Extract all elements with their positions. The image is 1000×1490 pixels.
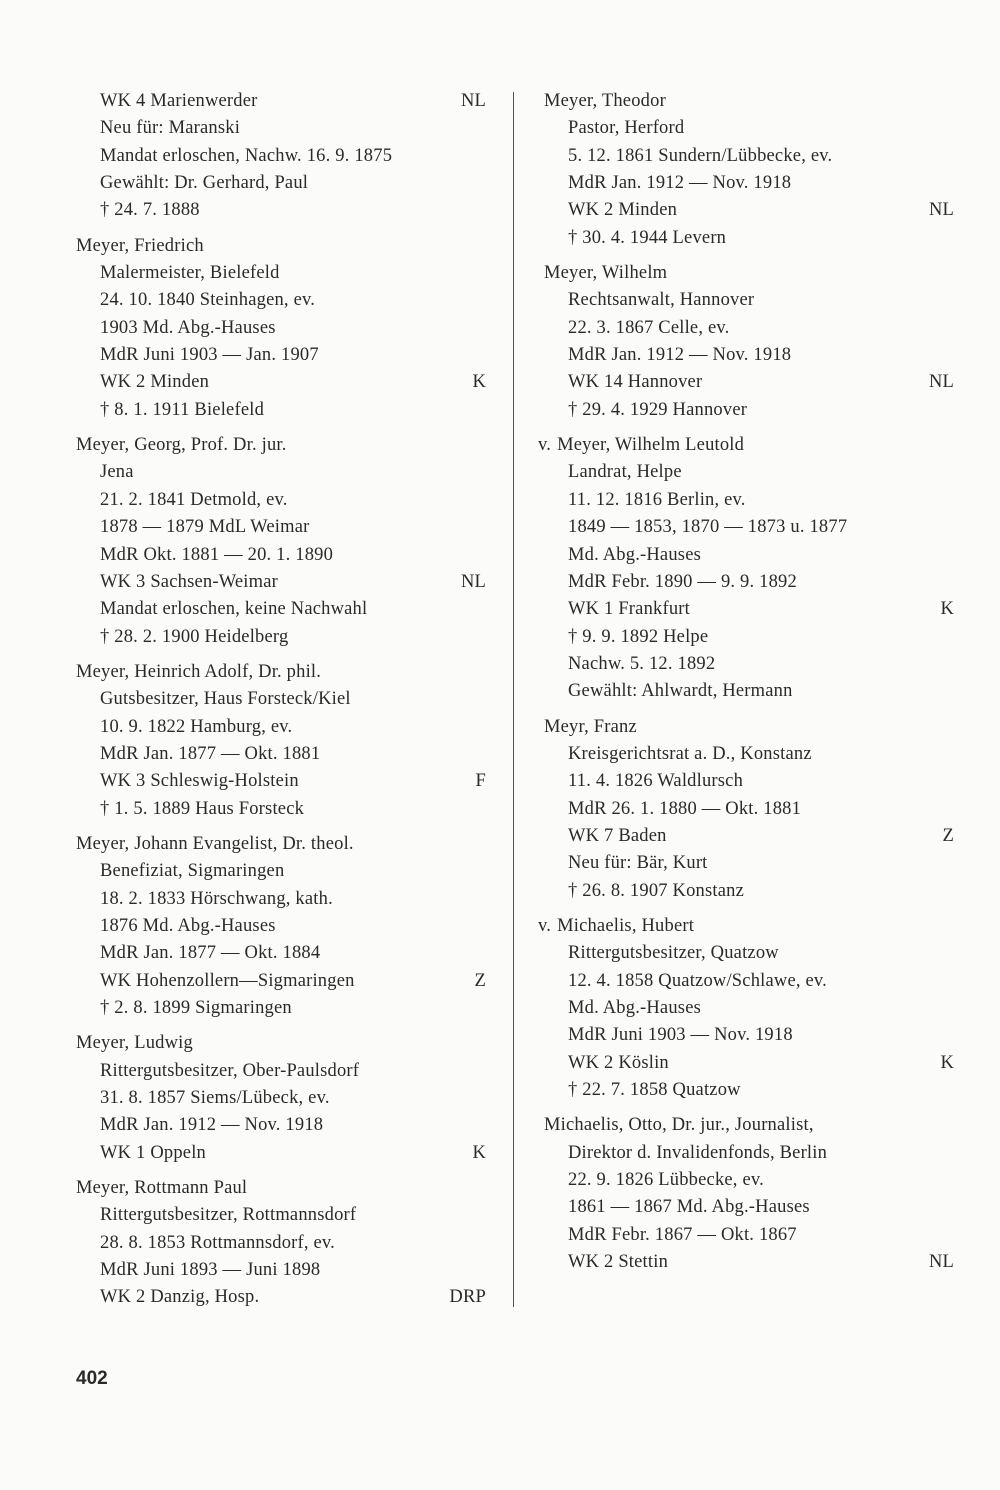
line-text: WK 14 Hannover [568,372,703,393]
line-text: † 24. 7. 1888 [100,200,200,221]
line-text: MdR Juni 1903 — Jan. 1907 [100,345,319,366]
biography-entry [76,831,486,1022]
line-text: Meyer, Wilhelm Leutold [557,435,745,456]
line-text: MdR Jan. 1912 — Nov. 1918 [568,345,792,366]
line-text: WK 2 Köslin [568,1052,669,1073]
entry-line [544,369,954,396]
entry-line [544,170,954,197]
line-text: MdR Juni 1903 — Nov. 1918 [568,1025,793,1046]
entry-line [76,1202,486,1229]
party-label: K [472,1142,486,1163]
line-text: 21. 2. 1841 Detmold, ev. [100,489,288,510]
line-text: † 8. 1. 1911 Bielefeld [100,399,265,420]
line-text: Rittergutsbesitzer, Ober-Paulsdorf [100,1060,360,1081]
line-text: MdR 26. 1. 1880 — Okt. 1881 [568,798,802,819]
biography-entry [538,432,954,705]
party-label: NL [460,571,486,592]
entry-line [76,968,486,995]
biography-entry [538,913,954,1104]
line-text: 24. 10. 1840 Steinhagen, ev. [100,290,316,311]
entry-line [76,170,486,197]
line-text: Md. Abg.-Hauses [568,544,702,565]
entry-line [76,1058,486,1085]
line-text: 22. 3. 1867 Celle, ev. [568,317,730,338]
line-text: 31. 8. 1857 Siems/Lübeck, ev. [100,1088,330,1109]
line-text: MdR Febr. 1867 — Okt. 1867 [568,1224,797,1245]
biography-entry [76,1030,486,1167]
page-number: 402 [76,1368,108,1389]
entry-line [544,315,954,342]
line-text: Meyer, Heinrich Adolf, Dr. phil. [76,661,322,682]
line-text: Landrat, Helpe [568,462,682,483]
line-text: Kreisgerichtsrat a. D., Konstanz [568,743,812,764]
line-text: † 1. 5. 1889 Haus Forsteck [100,798,305,819]
entry-line [544,569,954,596]
line-text: Gutsbesitzer, Haus Forsteck/Kiel [100,689,351,710]
entry-line [544,143,954,170]
line-text: 18. 2. 1833 Hörschwang, kath. [100,888,333,909]
line-text: Direktor d. Invalidenfonds, Berlin [568,1142,828,1163]
biography-entry [544,88,954,252]
entry-line [76,487,486,514]
line-text: Nachw. 5. 12. 1892 [568,653,716,674]
entry-line [544,459,954,486]
entry-name [76,831,486,858]
party-label: K [940,1052,954,1073]
line-text: WK 2 Stettin [568,1252,669,1273]
line-text: 5. 12. 1861 Sundern/Lübbecke, ev. [568,145,833,166]
entry-line [76,459,486,486]
biography-entry [76,1175,486,1312]
line-text: † 26. 8. 1907 Konstanz [568,880,745,901]
line-text: 11. 12. 1816 Berlin, ev. [568,489,746,510]
party-label: Z [942,825,954,846]
entry-line [76,768,486,795]
line-text: WK 7 Baden [568,825,667,846]
entry-name [538,913,954,940]
line-text: † 9. 9. 1892 Helpe [568,626,709,647]
entry-line [544,1222,954,1249]
right-column [538,88,954,1276]
entry-line [544,823,954,850]
entry-line [544,768,954,795]
line-text: MdR Jan. 1912 — Nov. 1918 [568,173,792,194]
line-text: Meyer, Friedrich [76,235,204,256]
entry-line [544,940,954,967]
entry-line [76,315,486,342]
line-text: 11. 4. 1826 Waldlursch [568,771,744,792]
entry-name [538,432,954,459]
line-text: MdR Okt. 1881 — 20. 1. 1890 [100,544,334,565]
column-divider [513,92,514,1307]
line-text: Meyr, Franz [544,716,637,737]
biography-entry [76,233,486,424]
line-text: WK 1 Frankfurt [568,599,690,620]
party-label: K [472,372,486,393]
biography-entry [76,432,486,651]
entry-line [76,995,486,1022]
entry-name [76,432,486,459]
line-text: † 30. 4. 1944 Levern [568,227,727,248]
line-text: MdR Jan. 1877 — Okt. 1884 [100,943,321,964]
line-text: Michaelis, Hubert [557,915,695,936]
line-text: Gewählt: Ahlwardt, Hermann [568,681,793,702]
biography-entry [76,659,486,823]
line-text: Benefiziat, Sigmaringen [100,861,285,882]
line-text: WK 2 Danzig, Hosp. [100,1287,260,1308]
entry-line [544,624,954,651]
line-text: WK 4 Marienwerder [100,91,258,111]
entry-name [76,1175,486,1202]
line-text: † 2. 8. 1899 Sigmaringen [100,998,292,1018]
line-text: Pastor, Herford [568,118,685,139]
line-text: Gewählt: Dr. Gerhard, Paul [100,173,309,194]
line-text: Meyer, Georg, Prof. Dr. jur. [76,435,287,456]
party-label: NL [928,1252,954,1273]
party-label: NL [928,200,954,221]
entry-name [544,1112,954,1139]
line-text: † 29. 4. 1929 Hannover [568,399,748,420]
entry-line [76,115,486,142]
entry-line [76,287,486,314]
line-text: WK 1 Oppeln [100,1142,206,1163]
entry-line [544,397,954,424]
entry-line [544,850,954,877]
entry-line [544,1249,954,1276]
line-text: 22. 9. 1826 Lübbecke, ev. [568,1170,764,1191]
entry-line [76,624,486,651]
line-text: 28. 8. 1853 Rottmannsdorf, ev. [100,1232,336,1253]
entry-line [76,886,486,913]
line-text: Neu für: Bär, Kurt [568,853,708,874]
line-text: † 22. 7. 1858 Quatzow [568,1080,741,1101]
line-text: WK 3 Schleswig-Holstein [100,771,299,792]
line-text: MdR Juni 1893 — Juni 1898 [100,1260,321,1281]
entry-line [76,197,486,224]
line-text: Neu für: Maranski [100,118,241,139]
entry-line [76,1257,486,1284]
entry-line [76,940,486,967]
entry-line [544,1022,954,1049]
entry-name [76,1030,486,1057]
line-text: Malermeister, Bielefeld [100,263,280,284]
line-text: WK 2 Minden [100,372,210,393]
line-text: Rittergutsbesitzer, Rottmannsdorf [100,1205,357,1226]
entry-line [544,1167,954,1194]
entry-line [544,678,954,705]
entry-line [544,995,954,1022]
biography-entry [544,260,954,424]
entry-name [76,659,486,686]
line-text: 1903 Md. Abg.-Hauses [100,317,276,338]
line-text: MdR Jan. 1877 — Okt. 1881 [100,743,321,764]
entry-line [76,369,486,396]
entry-line [544,596,954,623]
entry-line [76,1112,486,1139]
entry-line [544,741,954,768]
line-text: Rittergutsbesitzer, Quatzow [568,943,779,964]
biography-entry [544,714,954,905]
entry-line [544,115,954,142]
entry-line [76,686,486,713]
entry-name [76,88,486,115]
line-text: Mandat erloschen, Nachw. 16. 9. 1875 [100,145,393,166]
entry-line [544,197,954,224]
entry-line [76,1230,486,1257]
party-label: F [475,771,486,792]
line-text: 12. 4. 1858 Quatzow/Schlawe, ev. [568,970,828,991]
entry-line [544,968,954,995]
entry-line [76,514,486,541]
entry-line [76,143,486,170]
entry-line [544,542,954,569]
line-text: Meyer, Wilhelm [544,263,668,284]
entry-line [76,569,486,596]
line-text: MdR Febr. 1890 — 9. 9. 1892 [568,571,797,592]
line-text: 1849 — 1853, 1870 — 1873 u. 1877 [568,517,848,538]
line-text: Meyer, Johann Evangelist, Dr. theol. [76,833,354,854]
entry-name [544,88,954,115]
line-text: 1861 — 1867 Md. Abg.-Hauses [568,1197,810,1218]
entry-line [544,1194,954,1221]
line-text: WK 3 Sachsen-Weimar [100,571,278,592]
biography-entry [76,88,486,225]
line-text: 10. 9. 1822 Hamburg, ev. [100,716,293,737]
line-text: Meyer, Theodor [544,91,666,111]
entry-line [76,542,486,569]
line-text: Jena [100,462,134,483]
entry-line [76,1284,486,1311]
entry-line [76,796,486,823]
line-text: Meyer, Ludwig [76,1033,193,1054]
entry-line [544,796,954,823]
line-text: Michaelis, Otto, Dr. jur., Journalist, [544,1115,814,1136]
entry-line [76,714,486,741]
line-text: Md. Abg.-Hauses [568,998,702,1018]
entry-line [544,287,954,314]
entry-line [76,260,486,287]
left-column [76,88,486,1312]
entry-line [544,878,954,905]
entry-name [544,714,954,741]
entry-line [544,342,954,369]
entry-line [76,913,486,940]
entry-line [76,858,486,885]
line-text: MdR Jan. 1912 — Nov. 1918 [100,1115,324,1136]
line-text: Rechtsanwalt, Hannover [568,290,755,311]
name-prefix: v. [538,435,552,456]
line-text: WK 2 Minden [568,200,678,221]
line-text: Meyer, Rottmann Paul [76,1178,248,1199]
entry-line [76,596,486,623]
party-label: NL [460,91,486,111]
line-text: Mandat erloschen, keine Nachwahl [100,599,368,620]
entry-line [544,651,954,678]
entry-line [544,1140,954,1167]
entry-line [76,342,486,369]
entry-line [544,514,954,541]
line-text: † 28. 2. 1900 Heidelberg [100,626,289,647]
party-label: K [940,599,954,620]
line-text: 1878 — 1879 MdL Weimar [100,517,310,538]
entry-line [544,487,954,514]
entry-line [76,1140,486,1167]
entry-name [544,260,954,287]
party-label: NL [928,372,954,393]
party-label: DRP [449,1287,486,1308]
party-label: Z [474,970,486,991]
entry-name [76,233,486,260]
entry-line [76,741,486,768]
biography-entry [544,1112,954,1276]
line-text: WK Hohenzollern—Sigmaringen [100,970,355,991]
line-text: 1876 Md. Abg.-Hauses [100,915,276,936]
entry-line [544,225,954,252]
entry-line [76,1085,486,1112]
name-prefix: v. [538,915,552,936]
entry-line [544,1077,954,1104]
entry-line [544,1050,954,1077]
entry-line [76,397,486,424]
